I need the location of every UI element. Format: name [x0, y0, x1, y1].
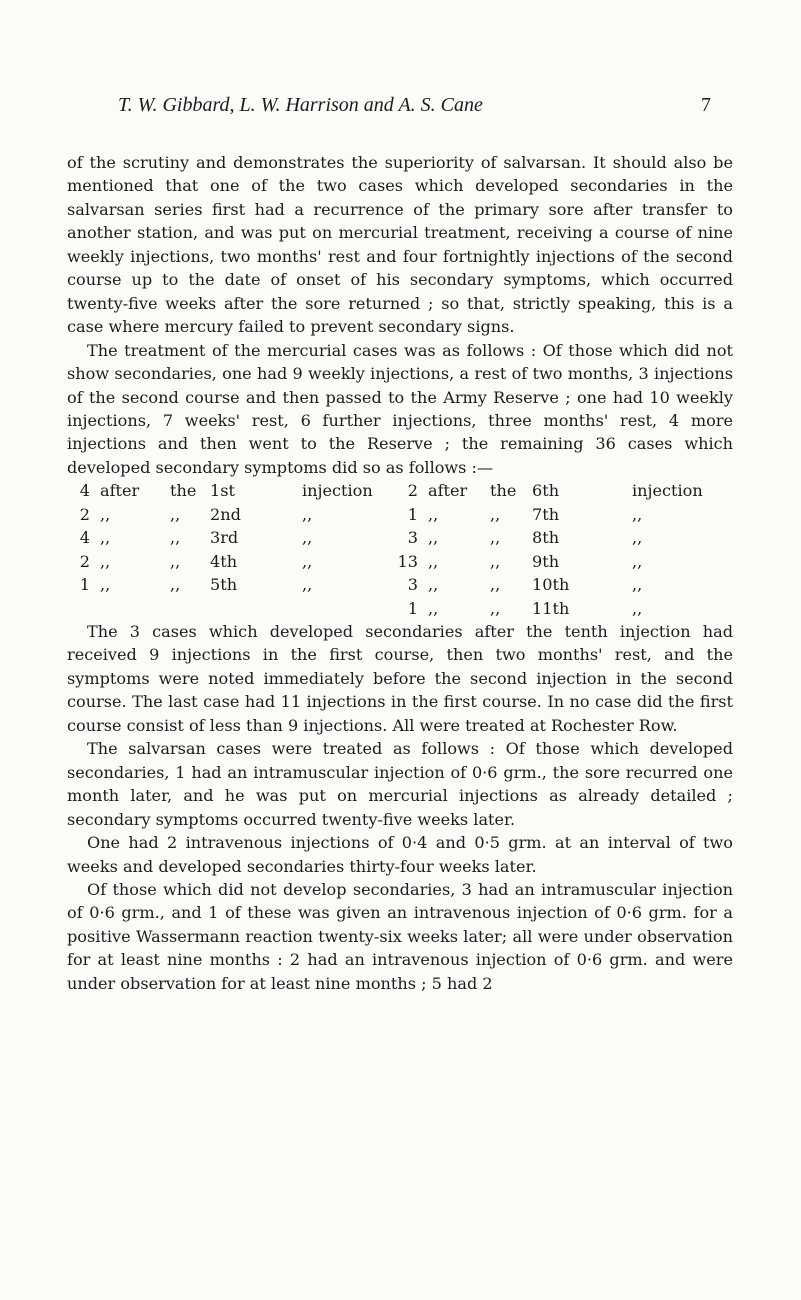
ditto-mark: ,, — [100, 504, 111, 524]
ditto-mark: ,, — [428, 598, 439, 618]
ditto-mark: ,, — [632, 551, 643, 571]
ditto-mark: ,, — [302, 575, 313, 595]
case-count: 3 — [407, 575, 418, 595]
ditto-mark: ,, — [490, 575, 501, 595]
injection-ordinal: 7th — [532, 504, 560, 524]
case-count: 13 — [397, 551, 418, 571]
injection-table — [70, 479, 725, 620]
case-count: 2 — [407, 481, 418, 501]
paragraph: Of those which did not develop secondaries, 3 had an intramuscular injection of 0·6 grm., and 1 of these was given an intravenous injection of 0·6 grm. for a positive Wassermann reaction twenty-six weeks later; all were under observation for at least nine months : 2 had an intravenous injection of 0·6 grm. and were under observation for at least nine months ; 5 had 2 — [67, 879, 733, 993]
table-row — [70, 573, 388, 596]
ditto-mark: ,, — [428, 528, 439, 548]
word-cell: injection — [302, 481, 373, 501]
running-title: T. W. Gibbard, L. W. Harrison and A. S. Cane — [118, 94, 483, 116]
ditto-mark: ,, — [632, 575, 643, 595]
word-cell: the — [490, 481, 517, 501]
table-row — [70, 526, 388, 549]
ditto-mark: ,, — [490, 598, 501, 618]
paragraph: One had 2 intravenous injections of 0·4 and 0·5 grm. at an interval of two weeks and developed secondaries thirty-four weeks later. — [67, 833, 733, 876]
ditto-mark: ,, — [170, 551, 181, 571]
ditto-mark: ,, — [490, 504, 501, 524]
injection-ordinal: 2nd — [210, 504, 241, 524]
word-cell: the — [170, 481, 197, 501]
table-row — [388, 597, 725, 620]
injection-ordinal: 11th — [532, 598, 570, 618]
ditto-mark: ,, — [490, 551, 501, 571]
ditto-mark: ,, — [302, 504, 313, 524]
table-row — [70, 479, 388, 502]
case-count: 2 — [79, 551, 90, 571]
page-number: 7 — [701, 94, 711, 116]
page-body — [67, 151, 733, 995]
injection-ordinal: 8th — [532, 528, 560, 548]
ditto-mark: ,, — [170, 504, 181, 524]
ditto-mark: ,, — [302, 551, 313, 571]
paragraph: The salvarsan cases were treated as follows : Of those which developed secondaries, 1 had an intramuscular injection of 0·6 grm., the sore recurred one month later, and he was put on mercurial injections as already detailed ; secondary symptoms occurred twenty-five weeks later. — [67, 739, 733, 829]
ditto-mark: ,, — [632, 504, 643, 524]
ditto-mark: ,, — [100, 528, 111, 548]
injection-table-left-column — [70, 479, 388, 620]
case-count: 2 — [79, 504, 90, 524]
paragraph: The 3 cases which developed secondaries after the tenth injection had received 9 injections in the first course, then two months' rest, and the symptoms were noted immediately before the second injection in the second course. The last case had 11 injections in the first course. In no case did the first course consist of less than 9 injections. All were treated at Rochester Row. — [67, 621, 733, 735]
table-row — [388, 503, 725, 526]
paragraph: of the scrutiny and demonstrates the superiority of salvarsan. It should also be mentioned that one of the two cases which developed secondaries in the salvarsan series first had a recurrence of the primary sore after transfer to another station, and was put on mercurial treatment, receiving a course of nine weekly injections, two months' rest and four fortnightly injections of the second course up to the date of onset of his secondary symptoms, which occurred twenty-five weeks after the sore returned ; so that, strictly speaking, this is a case where mercury failed to prevent secondary signs. — [67, 153, 733, 337]
paragraph: The treatment of the mercurial cases was as follows : Of those which did not show secondaries, one had 9 weekly injections, a rest of two months, 3 injections of the second course and then passed to the Army Reserve ; one had 10 weekly injections, 7 weeks' rest, 6 further injections, three months' rest, 4 more injections and then went to the Reserve ; the remaining 36 cases which developed secondary symptoms did so as follows :— — [67, 340, 733, 477]
case-count: 4 — [79, 481, 90, 501]
ditto-mark: ,, — [632, 528, 643, 548]
injection-ordinal: 4th — [210, 551, 238, 571]
word-cell: injection — [632, 481, 703, 501]
running-header — [110, 94, 710, 120]
ditto-mark: ,, — [302, 528, 313, 548]
word-cell: after — [100, 481, 140, 501]
table-row — [388, 526, 725, 549]
table-row — [388, 550, 725, 573]
table-row — [70, 503, 388, 526]
injection-ordinal: 5th — [210, 575, 238, 595]
case-count: 1 — [79, 575, 90, 595]
case-count: 1 — [407, 598, 418, 618]
ditto-mark: ,, — [490, 528, 501, 548]
injection-ordinal: 6th — [532, 481, 560, 501]
injection-ordinal: 3rd — [210, 528, 239, 548]
ditto-mark: ,, — [632, 598, 643, 618]
word-cell: after — [428, 481, 468, 501]
injection-ordinal: 9th — [532, 551, 560, 571]
ditto-mark: ,, — [428, 504, 439, 524]
ditto-mark: ,, — [428, 575, 439, 595]
case-count: 4 — [79, 528, 90, 548]
table-row — [388, 479, 725, 502]
ditto-mark: ,, — [428, 551, 439, 571]
table-row — [388, 573, 725, 596]
injection-ordinal: 10th — [532, 575, 570, 595]
ditto-mark: ,, — [170, 575, 181, 595]
ditto-mark: ,, — [100, 551, 111, 571]
case-count: 1 — [407, 504, 418, 524]
table-row — [70, 550, 388, 573]
injection-ordinal: 1st — [210, 481, 235, 501]
ditto-mark: ,, — [170, 528, 181, 548]
ditto-mark: ,, — [100, 575, 111, 595]
injection-table-right-column — [388, 479, 725, 620]
case-count: 3 — [407, 528, 418, 548]
